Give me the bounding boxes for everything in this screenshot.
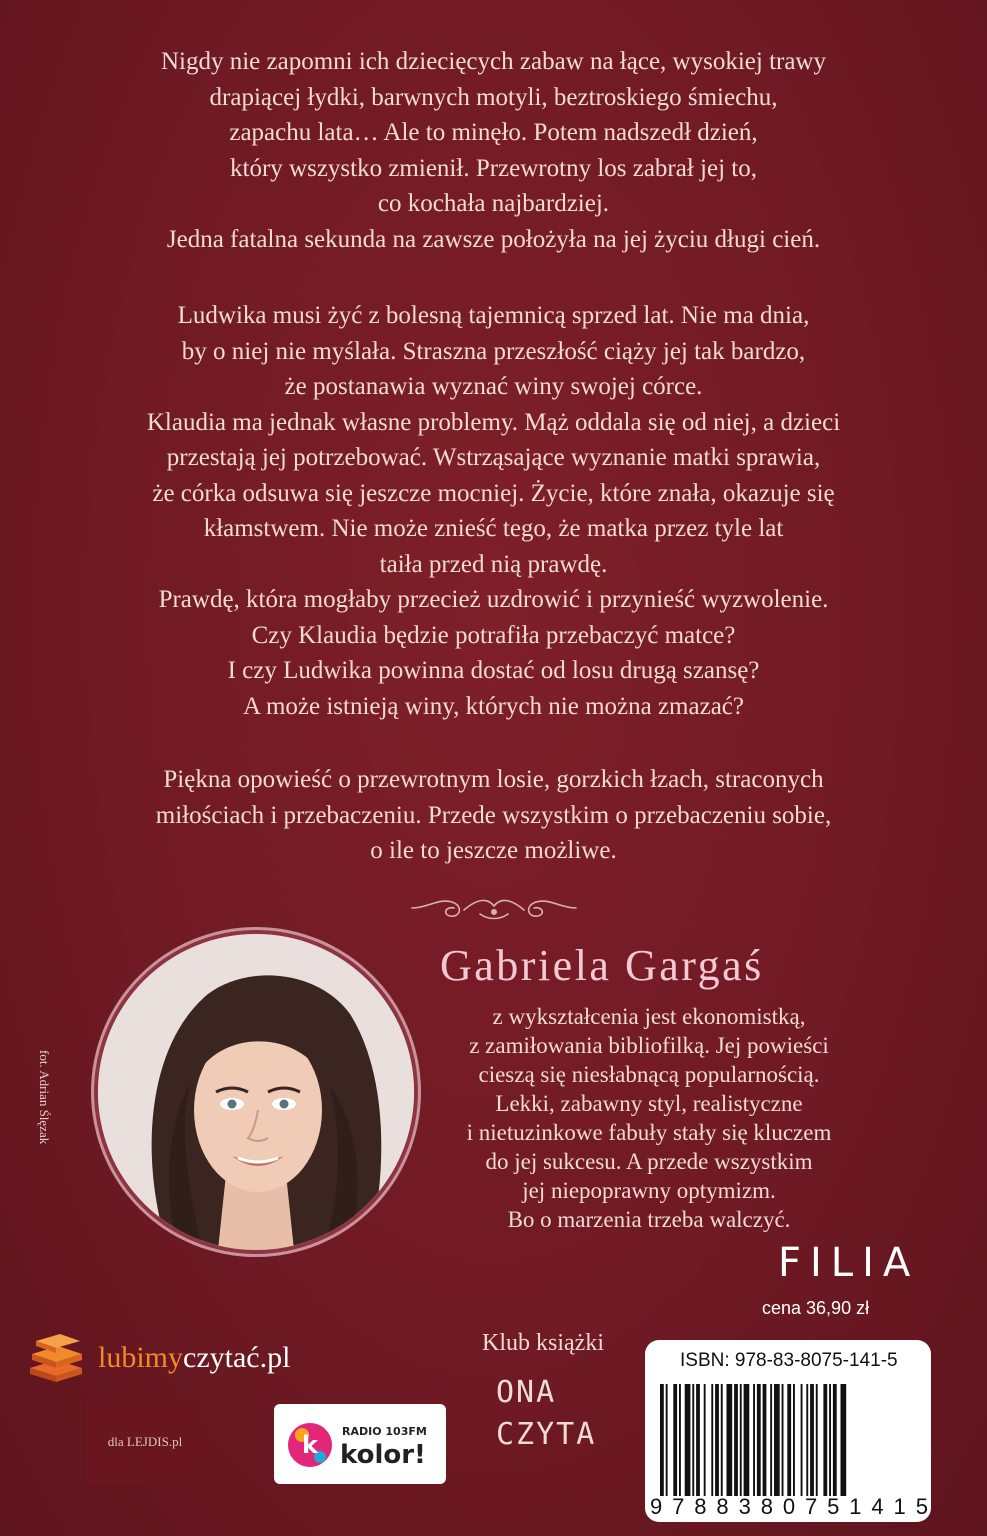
blurb-paragraph-3 — [40, 762, 947, 869]
barcode-bar — [704, 1384, 706, 1496]
barcode-digit: 0 — [782, 1494, 796, 1519]
barcode-bar — [679, 1384, 681, 1496]
barcode-bar — [660, 1384, 664, 1496]
ona-czyta-logo — [496, 1372, 596, 1456]
barcode-digit: 3 — [738, 1494, 751, 1519]
barcode-bar — [841, 1384, 847, 1496]
lubimyczytac-text — [98, 1341, 290, 1375]
ornament-divider — [408, 890, 580, 926]
bio-line: cieszą się niesłabnącą popularnością. — [478, 1062, 820, 1087]
text-line: by o niej nie myślała. Straszna przeszłość ciąży jej tak bardzo, — [181, 337, 806, 365]
publisher-logo: FILIA — [778, 1240, 920, 1286]
portrait-illustration — [98, 934, 414, 1250]
barcode-bar — [829, 1384, 831, 1496]
barcode-bar — [806, 1384, 808, 1496]
radio-frequency: RADIO 103FM — [342, 1425, 427, 1438]
text-line: Prawdę, która mogłaby przecież uzdrowić i przynieść wyzwolenie. — [158, 586, 829, 613]
barcode-bar — [810, 1384, 814, 1496]
barcode-digit: 8 — [694, 1494, 707, 1519]
author-bio — [414, 1002, 884, 1234]
barcode-bar — [666, 1384, 668, 1496]
barcode-bar — [782, 1384, 784, 1496]
bio-line: jej niepoprawny optymizm. — [522, 1178, 776, 1203]
blurb-paragraph-1 — [40, 44, 947, 257]
bio-line: i nietuzinkowe fabuły stały się kluczem — [466, 1120, 832, 1145]
barcode-digit: 1 — [849, 1494, 862, 1519]
svg-text:k: k — [302, 1431, 318, 1459]
barcode-bar — [673, 1384, 677, 1496]
text-line: kłamstwem. Nie może znieść tego, że matka przez tyle lat — [203, 515, 784, 542]
bio-line: do jej sukcesu. A przede wszystkim — [485, 1149, 813, 1174]
text-line: A może istnieją winy, których nie można zmazać? — [243, 692, 744, 720]
lubimyczytac-logo — [26, 1330, 290, 1386]
barcode-digit: 7 — [804, 1494, 818, 1519]
text-line: który wszystko zmienił. Przewrotny los zabrał jej to, — [230, 154, 757, 182]
barcode-digit: 5 — [915, 1494, 928, 1519]
text-line: zapachu lata… Ale to minęło. Potem nadszedł dzień, — [229, 119, 758, 146]
barcode-bar — [801, 1384, 803, 1496]
text-line: Klaudia ma jednak własne problemy. Mąż oddala się od niej, a dzieci — [146, 408, 841, 436]
barcode-bar — [757, 1384, 761, 1496]
barcode-bar — [692, 1384, 694, 1496]
barcode-bar — [763, 1384, 767, 1496]
bio-line: Bo o marzenia trzeba walczyć. — [507, 1207, 791, 1232]
barcode-bar — [721, 1384, 723, 1496]
barcode-digit: 8 — [716, 1494, 729, 1519]
barcode — [652, 1384, 924, 1496]
czytac-part: czytać.pl — [183, 1341, 291, 1374]
klub-ksiazki-label: Klub książki — [482, 1330, 604, 1356]
isbn-label: ISBN: 978-83-8075-141-5 — [680, 1350, 898, 1371]
text-line: I czy Ludwika powinna dostać od losu drugą szansę? — [227, 657, 760, 684]
text-line: że postanawia wyznać winy swojej córce. — [284, 373, 703, 400]
barcode-bar — [753, 1384, 755, 1496]
photo-credit: fot. Adrian Ślęzak — [37, 1050, 52, 1145]
bio-line: z wykształcenia jest ekonomistką, — [492, 1004, 806, 1029]
barcode-bar — [744, 1384, 750, 1496]
books-stack-icon — [26, 1332, 86, 1384]
radio-name: kolor! — [340, 1440, 426, 1470]
barcode-bar — [816, 1384, 818, 1496]
barcode-digit: 4 — [871, 1494, 884, 1519]
text-line: o ile to jeszcze możliwe. — [370, 837, 617, 864]
barcode-bar — [793, 1384, 795, 1496]
barcode-bar — [833, 1384, 837, 1496]
text-line: taiła przed nią prawdę. — [379, 550, 608, 578]
barcode-bar — [696, 1384, 700, 1496]
lubimy-part: lubimy — [98, 1341, 184, 1374]
text-line: Czy Klaudia będzie potrafiła przebaczyć matce? — [251, 621, 736, 649]
barcode-bar — [734, 1384, 738, 1496]
barcode-bar — [711, 1384, 713, 1496]
barcode-bar — [715, 1384, 719, 1496]
barcode-bar — [740, 1384, 742, 1496]
radio-kolor-logo — [274, 1404, 446, 1484]
text-line: miłościach i przebaczeniu. Przede wszystkim o przebaczeniu sobie, — [155, 801, 832, 829]
barcode-bar — [685, 1384, 691, 1496]
price-label: cena 36,90 zł — [762, 1298, 870, 1318]
barcode-digit: 5 — [827, 1494, 840, 1519]
barcode-digit: 7 — [672, 1494, 685, 1519]
text-line: Nigdy nie zapomni ich dziecięcych zabaw na łące, wysokiej trawy — [160, 48, 826, 75]
barcode-digit: 8 — [760, 1494, 773, 1519]
barcode-bar — [787, 1384, 791, 1496]
barcode-bar — [727, 1384, 733, 1496]
czyta-word: CZYTA — [496, 1417, 597, 1452]
bio-line: z zamiłowania bibliofilką. Jej powieści — [469, 1033, 829, 1058]
barcode-bar — [823, 1384, 827, 1496]
text-line: drapiącej łydki, barwnych motyli, beztroskiego śmiechu, — [209, 83, 778, 111]
barcode-digits — [650, 1494, 928, 1520]
barcode-digit: 1 — [893, 1494, 906, 1519]
text-line: co kochała najbardziej. — [377, 190, 610, 217]
barcode-digit: 9 — [650, 1494, 663, 1519]
author-photo — [98, 934, 414, 1250]
text-line: Piękna opowieść o przewrotnym losie, gorzkich łzach, straconych — [163, 766, 824, 793]
dlalejdis-logo: dla LEJDIS.pl — [86, 1400, 204, 1484]
barcode-bar — [774, 1384, 780, 1496]
text-line: Ludwika musi żyć z bolesną tajemnicą sprzed lat. Nie ma dnia, — [177, 302, 810, 329]
text-line: Jedna fatalna sekunda na zawsze położyła na jej życiu długi cień. — [166, 225, 821, 253]
text-line: przestają jej potrzebować. Wstrząsające wyznanie matki sprawia, — [166, 444, 821, 471]
barcode-bar — [770, 1384, 772, 1496]
ona-word: ONA — [496, 1375, 557, 1410]
author-name: Gabriela Gargaś — [440, 941, 764, 990]
bio-line: Lekki, zabawny styl, realistyczne — [495, 1091, 803, 1116]
radio-kolor-graphic — [280, 1409, 440, 1479]
blurb-paragraph-2 — [40, 298, 947, 724]
text-line: że córka odsuwa się jeszcze mocniej. Życie, które znała, okazuje się — [152, 479, 835, 507]
